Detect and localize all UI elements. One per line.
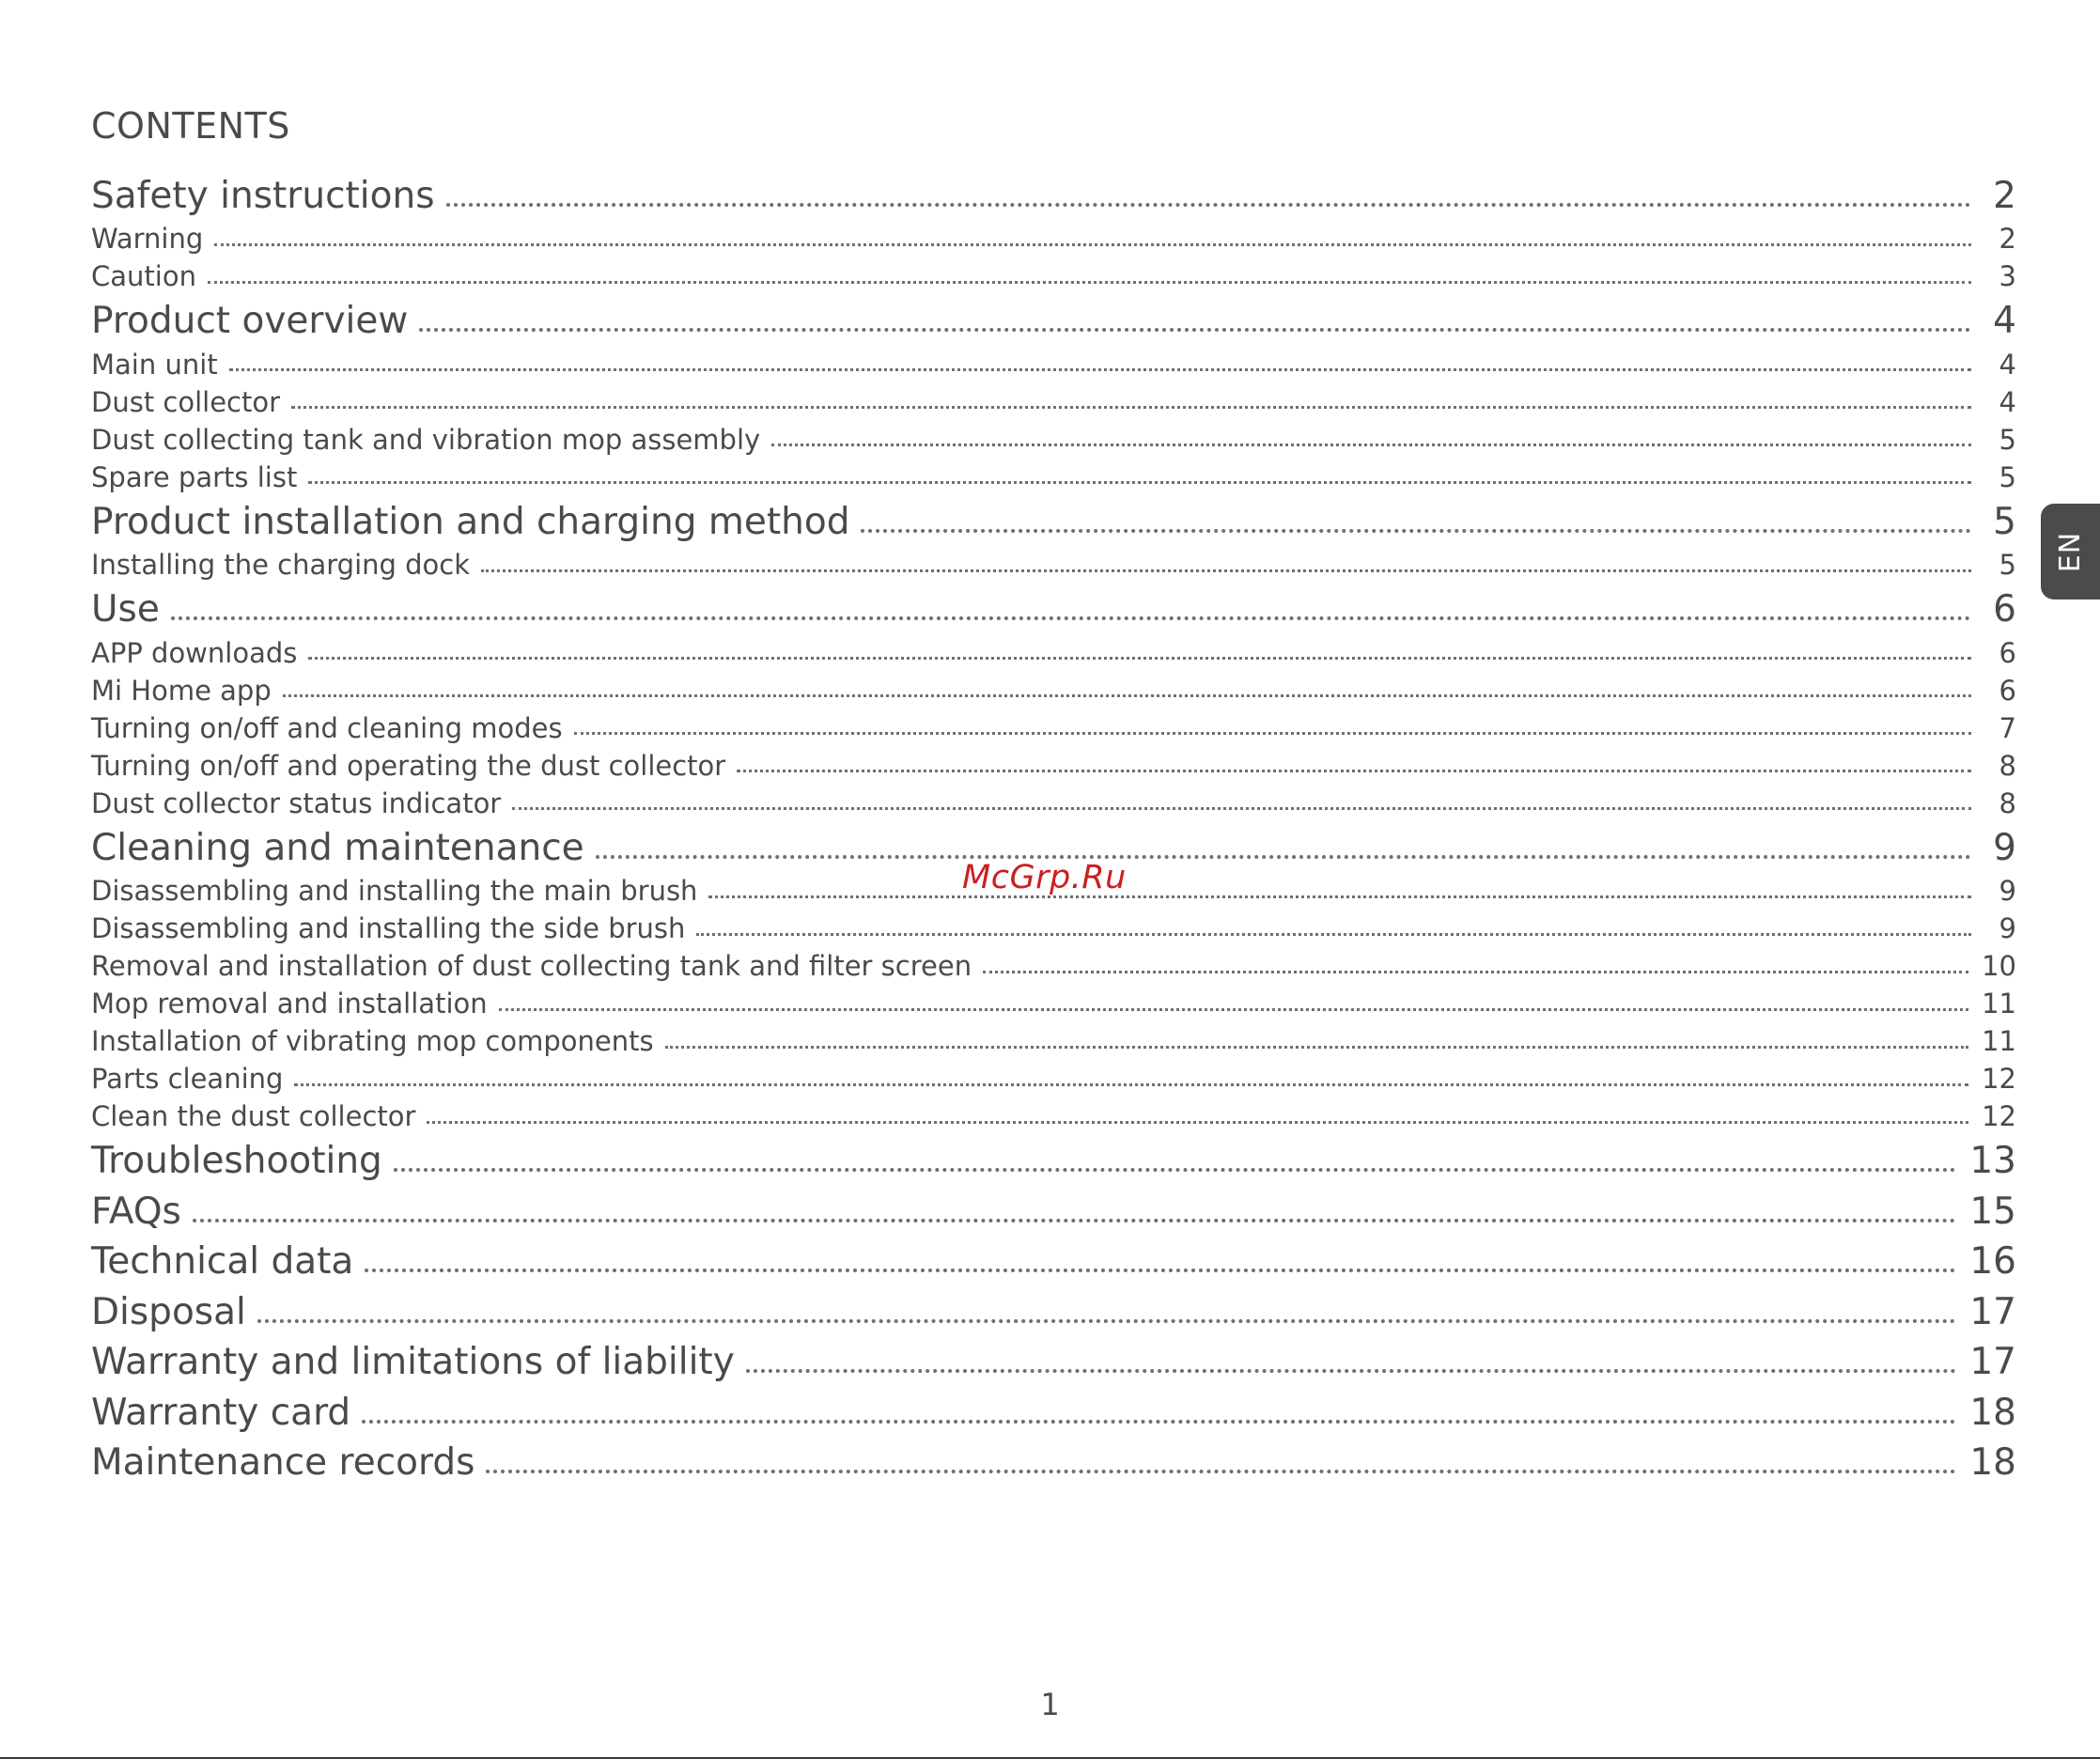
dot-leader <box>708 895 1971 898</box>
toc-entry-page-number: 13 <box>1969 1140 2016 1183</box>
toc-entry-page-number: 7 <box>1999 711 2016 744</box>
toc-entry-page-number: 17 <box>1969 1290 2016 1333</box>
toc-entry-title: Mop removal and installation <box>91 988 488 1020</box>
toc-entry-title: Disassembling and installing the main brush <box>91 875 698 908</box>
toc-entry-title: Mi Home app <box>91 674 272 707</box>
toc-entry-title: Maintenance records <box>91 1441 475 1485</box>
toc-section-entry[interactable] <box>91 1336 2016 1387</box>
toc-subsection-entry[interactable] <box>91 671 2016 708</box>
toc-entry-page-number: 9 <box>1999 875 2016 908</box>
dot-leader <box>229 368 1971 371</box>
toc-entry-page-number: 9 <box>1993 826 2016 869</box>
dot-leader <box>486 1470 1956 1473</box>
toc-subsection-entry[interactable] <box>91 1022 2016 1060</box>
toc-entry-title: Removal and installation of dust collecting tank and filter screen <box>91 950 972 983</box>
toc-entry-page-number: 2 <box>1993 174 2016 217</box>
dot-leader <box>861 529 1971 533</box>
dot-leader <box>365 1269 1956 1272</box>
toc-entry-title: Cleaning and maintenance <box>91 826 584 869</box>
dot-leader <box>291 406 1971 409</box>
toc-subsection-entry[interactable] <box>91 633 2016 671</box>
toc-section-entry[interactable] <box>91 295 2016 346</box>
dot-leader <box>596 855 1971 859</box>
toc-subsection-entry[interactable] <box>91 382 2016 420</box>
toc-section-entry[interactable] <box>91 1236 2016 1286</box>
toc-entry-title: Safety instructions <box>91 174 435 217</box>
toc-section-entry[interactable] <box>91 584 2016 634</box>
toc-entry-page-number: 10 <box>1982 950 2016 983</box>
toc-entry-page-number: 6 <box>1999 674 2016 707</box>
toc-subsection-entry[interactable] <box>91 458 2016 495</box>
toc-entry-page-number: 15 <box>1969 1190 2016 1233</box>
toc-entry-page-number: 5 <box>1999 460 2016 493</box>
dot-leader <box>574 732 1971 735</box>
dot-leader <box>481 569 1971 572</box>
toc-entry-title: Disassembling and installing the side brush <box>91 912 686 945</box>
dot-leader <box>746 1369 1957 1373</box>
toc-entry-title: Turning on/off and cleaning modes <box>91 711 563 744</box>
dot-leader <box>499 1008 1968 1011</box>
dot-leader <box>394 1168 1957 1172</box>
toc-subsection-entry[interactable] <box>91 708 2016 746</box>
dot-leader <box>214 243 1971 246</box>
toc-entry-page-number: 5 <box>1999 423 2016 456</box>
dot-leader <box>283 694 1971 697</box>
toc-entry-title: Installing the charging dock <box>91 549 471 582</box>
toc-entry-title: Main unit <box>91 348 218 381</box>
toc-entry-title: Installation of vibrating mop components <box>91 1025 654 1058</box>
toc-section-entry[interactable] <box>91 495 2016 546</box>
toc-entry-title: Turning on/off and operating the dust collector <box>91 749 726 782</box>
toc-entry-title: Troubleshooting <box>91 1140 382 1183</box>
toc-entry-page-number: 5 <box>1993 500 2016 543</box>
toc-entry-title: Warning <box>91 223 204 256</box>
dot-leader <box>308 657 1971 660</box>
toc-entry-title: Warranty card <box>91 1391 351 1434</box>
toc-entry-title: Dust collector <box>91 385 281 418</box>
toc-entry-title: Disposal <box>91 1290 246 1333</box>
toc-entry-title: Technical data <box>91 1240 354 1284</box>
dot-leader <box>446 203 1971 207</box>
dot-leader <box>771 444 1971 446</box>
dot-leader <box>427 1121 1968 1124</box>
toc-section-entry[interactable] <box>91 1386 2016 1437</box>
toc-subsection-entry[interactable] <box>91 220 2016 257</box>
toc-subsection-entry[interactable] <box>91 910 2016 947</box>
toc-subsection-entry[interactable] <box>91 985 2016 1022</box>
toc-entry-page-number: 4 <box>1999 348 2016 381</box>
toc-section-entry[interactable] <box>91 1135 2016 1186</box>
toc-entry-page-number: 3 <box>1999 260 2016 293</box>
dot-leader <box>257 1319 1957 1323</box>
dot-leader <box>983 971 1968 973</box>
toc-subsection-entry[interactable] <box>91 420 2016 458</box>
toc-entry-page-number: 18 <box>1969 1441 2016 1485</box>
toc-section-entry[interactable] <box>91 1437 2016 1487</box>
toc-entry-page-number: 8 <box>1999 749 2016 782</box>
toc-entry-title: Dust collecting tank and vibration mop assembly <box>91 423 761 456</box>
toc-entry-page-number: 5 <box>1999 549 2016 582</box>
toc-section-entry[interactable] <box>91 169 2016 220</box>
dot-leader <box>193 1219 1956 1222</box>
toc-entry-title: Parts cleaning <box>91 1063 284 1096</box>
toc-subsection-entry[interactable] <box>91 546 2016 584</box>
language-tab-label: EN <box>2054 531 2087 572</box>
toc-entry-page-number: 18 <box>1969 1391 2016 1434</box>
toc-subsection-entry[interactable] <box>91 345 2016 382</box>
toc-section-entry[interactable] <box>91 1185 2016 1236</box>
page-number: 1 <box>1040 1687 1060 1722</box>
toc-subsection-entry[interactable] <box>91 784 2016 821</box>
toc-subsection-entry[interactable] <box>91 1097 2016 1135</box>
table-of-contents <box>91 169 2016 1487</box>
dot-leader <box>208 281 1971 284</box>
toc-entry-page-number: 11 <box>1982 988 2016 1020</box>
dot-leader <box>362 1420 1956 1424</box>
toc-entry-title: Product installation and charging method <box>91 500 850 543</box>
dot-leader <box>665 1046 1969 1049</box>
toc-entry-page-number: 2 <box>1999 223 2016 256</box>
toc-entry-title: Warranty and limitations of liability <box>91 1341 735 1384</box>
dot-leader <box>737 770 1971 772</box>
toc-subsection-entry[interactable] <box>91 746 2016 784</box>
watermark-text: McGrp.Ru <box>962 859 1127 896</box>
toc-entry-title: APP downloads <box>91 636 298 669</box>
toc-entry-title: Caution <box>91 260 196 293</box>
toc-entry-title: Spare parts list <box>91 460 298 493</box>
toc-entry-page-number: 17 <box>1969 1341 2016 1384</box>
dot-leader <box>419 328 1971 332</box>
toc-entry-title: Clean the dust collector <box>91 1100 416 1133</box>
toc-entry-page-number: 4 <box>1993 300 2016 343</box>
toc-entry-page-number: 11 <box>1982 1025 2016 1058</box>
dot-leader <box>171 616 1971 620</box>
toc-subsection-entry[interactable] <box>91 947 2016 985</box>
toc-entry-page-number: 12 <box>1982 1063 2016 1096</box>
toc-entry-page-number: 4 <box>1999 385 2016 418</box>
contents-heading: CONTENTS <box>91 105 290 147</box>
toc-entry-page-number: 6 <box>1993 588 2016 631</box>
toc-entry-page-number: 9 <box>1999 912 2016 945</box>
toc-subsection-entry[interactable] <box>91 257 2016 295</box>
toc-section-entry[interactable] <box>91 1285 2016 1336</box>
toc-entry-page-number: 16 <box>1969 1240 2016 1284</box>
dot-leader <box>696 933 1971 936</box>
language-tab[interactable] <box>2041 504 2100 599</box>
toc-entry-page-number: 8 <box>1999 786 2016 819</box>
toc-entry-title: Use <box>91 588 160 631</box>
toc-entry-page-number: 12 <box>1982 1100 2016 1133</box>
toc-entry-title: Dust collector status indicator <box>91 786 502 819</box>
dot-leader <box>512 807 1971 810</box>
toc-subsection-entry[interactable] <box>91 1060 2016 1097</box>
toc-entry-page-number: 6 <box>1999 636 2016 669</box>
dot-leader <box>294 1083 1968 1086</box>
dot-leader <box>308 481 1971 484</box>
toc-entry-title: FAQs <box>91 1190 181 1233</box>
toc-entry-title: Product overview <box>91 300 409 343</box>
